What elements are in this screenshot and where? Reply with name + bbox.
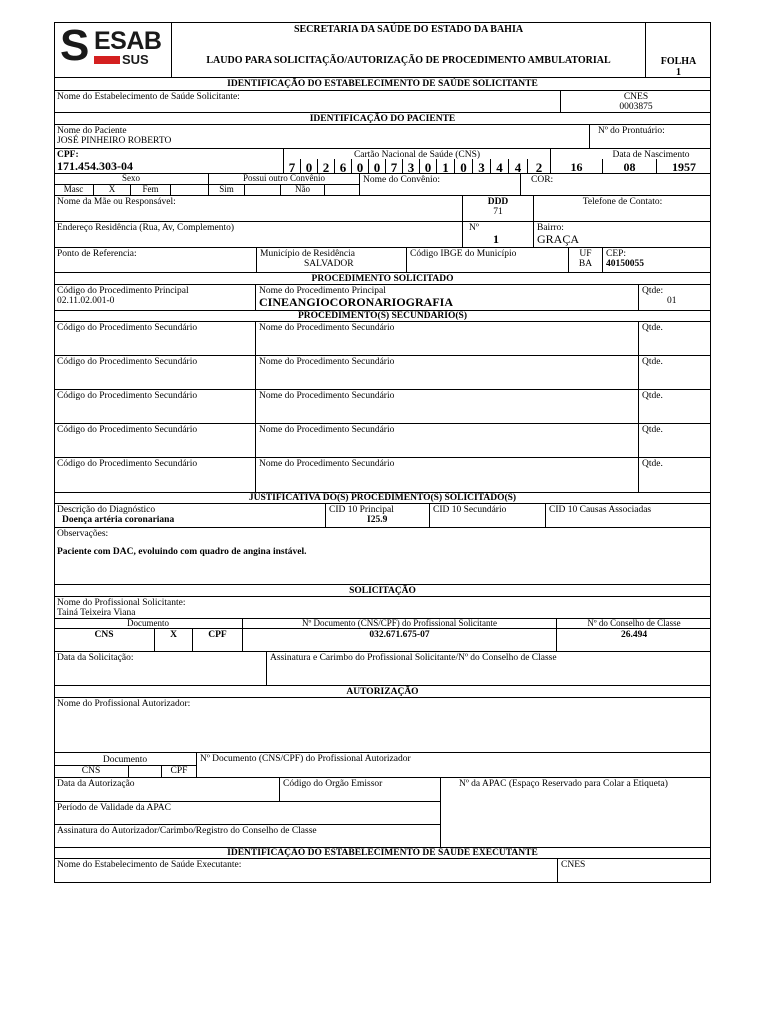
aut-ndoc-field[interactable]: [197, 753, 711, 778]
proc-sec-codigo-field[interactable]: [54, 458, 256, 493]
nasc-month[interactable]: 08: [603, 159, 657, 174]
mae-field[interactable]: [54, 196, 463, 222]
cpf-field[interactable]: [54, 149, 284, 174]
proc-principal-qtde-value: 01: [667, 296, 677, 307]
proc-sec-nome-label: Nome do Procedimento Secundário: [259, 323, 395, 333]
nome-convenio-field[interactable]: [360, 174, 521, 196]
aut-assinatura-field[interactable]: [54, 825, 441, 848]
sol-ndoc-label: Nº Documento (CNS/CPF) do Profissional Solicitante: [243, 619, 557, 629]
executante-name-field[interactable]: [54, 859, 558, 883]
apac-label: Nº da APAC (Espaço Reservado para Colar a Etiqueta): [459, 779, 668, 789]
section-proc-solicitado: PROCEDIMENTO SOLICITADO: [54, 273, 711, 285]
sim-label: Sim: [209, 185, 245, 196]
folha-label: FOLHA: [660, 56, 697, 67]
cns-digit: 0: [369, 159, 386, 173]
numero-value: 1: [493, 232, 499, 247]
cns-digit: 7: [386, 159, 403, 173]
data-solicitacao-label: Data da Solicitação:: [57, 653, 134, 663]
fem-checkbox[interactable]: [171, 185, 209, 196]
sol-ndoc-value[interactable]: 032.671.675-07: [243, 629, 557, 652]
observacoes-label: Observações:: [57, 529, 109, 539]
ddd-label: DDD: [487, 197, 509, 207]
municipio-value: SALVADOR: [304, 259, 354, 270]
apac-field[interactable]: [441, 778, 711, 848]
cns-digit: 1: [437, 159, 455, 173]
sol-assinatura-field[interactable]: [267, 652, 711, 686]
section-estab-executante: IDENTIFICAÇÃO DO ESTABELECIMENTO DE SAÚDE EXECUTANTE: [54, 848, 711, 859]
header-title-cell: [172, 22, 646, 78]
cid-principal-value: I25.9: [367, 515, 388, 526]
sol-conselho-label: Nº do Conselho de Classe: [557, 619, 711, 629]
cep-value: 40150055: [606, 259, 644, 270]
autorizador-name-label: Nome do Profissional Autorizador:: [57, 699, 191, 709]
cor-field[interactable]: [521, 174, 711, 196]
cns-digit: 2: [535, 160, 543, 174]
proc-sec-codigo-field[interactable]: [54, 424, 256, 458]
proc-sec-codigo-label: Código do Procedimento Secundário: [57, 391, 198, 401]
folha-cell: [646, 22, 711, 78]
patient-name-label: Nome do Paciente: [57, 126, 127, 136]
proc-sec-qtde-field[interactable]: [639, 322, 711, 356]
prontuario-field[interactable]: [590, 125, 711, 149]
orgao-emissor-field[interactable]: [280, 778, 441, 802]
section-estab-solicitante: IDENTIFICAÇÃO DO ESTABELECIMENTO DE SAÚDE SOLICITANTE: [54, 78, 711, 91]
ddd-field[interactable]: [463, 196, 534, 222]
bairro-value: GRAÇA: [537, 232, 580, 247]
estab-name-label: Nome do Estabelecimento de Saúde Solicitante:: [57, 92, 240, 102]
sol-documento-label: Documento: [54, 619, 243, 629]
sesab-logo: [60, 22, 172, 70]
observacoes-value: Paciente com DAC, evoluindo com quadro de angina instável.: [57, 547, 307, 558]
cid-causas-label: CID 10 Causas Associadas: [549, 505, 652, 515]
nasc-label: Data de Nascimento: [612, 150, 690, 159]
logo-sus: SUS: [122, 52, 149, 67]
proc-sec-codigo-field[interactable]: [54, 356, 256, 390]
proc-sec-nome-label: Nome do Procedimento Secundário: [259, 391, 395, 401]
ddd-value: 71: [493, 207, 503, 218]
endereco-field[interactable]: [54, 222, 463, 248]
proc-sec-nome-label: Nome do Procedimento Secundário: [259, 357, 395, 367]
endereco-label: Endereço Residência (Rua, Av, Complemento): [57, 223, 235, 233]
nasc-day[interactable]: 16: [551, 159, 603, 174]
telefone-label: Telefone de Contato:: [582, 197, 663, 207]
cpf-value: 171.454.303-04: [57, 159, 133, 174]
estab-cnes-field[interactable]: [561, 91, 711, 113]
nasc-label-cell: [551, 149, 711, 159]
section-autorizacao: AUTORIZAÇÃO: [54, 686, 711, 698]
folha-value: 1: [676, 67, 681, 78]
data-autorizacao-field[interactable]: [54, 778, 280, 802]
cid-principal-field[interactable]: [326, 504, 430, 528]
header-title1: SECRETARIA DA SAÚDE DO ESTADO DA BAHIA: [293, 24, 524, 35]
proc-sec-qtde-field[interactable]: [639, 356, 711, 390]
municipio-field[interactable]: [257, 248, 407, 273]
proc-sec-codigo-field[interactable]: [54, 390, 256, 424]
estab-cnes-value: 0003875: [619, 102, 653, 113]
diagnostico-field[interactable]: [54, 504, 326, 528]
proc-sec-codigo-label: Código do Procedimento Secundário: [57, 425, 198, 435]
cid-causas-field[interactable]: [546, 504, 711, 528]
aut-ndoc-label: Nº Documento (CNS/CPF) do Profissional Autorizador: [200, 754, 411, 764]
convenio-label: Possui outro Convênio: [209, 174, 360, 185]
sol-conselho-value[interactable]: 26.494: [557, 629, 711, 652]
section-paciente: IDENTIFICAÇÃO DO PACIENTE: [54, 113, 711, 125]
proc-principal-nome-label: Nome do Procedimento Principal: [259, 286, 386, 296]
mae-label: Nome da Mãe ou Responsável:: [57, 197, 176, 207]
aut-cpf-option[interactable]: CPF: [162, 766, 197, 778]
proc-sec-nome-label: Nome do Procedimento Secundário: [259, 425, 395, 435]
nome-convenio-label: Nome do Convênio:: [363, 175, 441, 185]
proc-sec-nome-field[interactable]: [256, 356, 639, 390]
proc-sec-nome-field[interactable]: [256, 322, 639, 356]
logo-cell: [54, 22, 172, 78]
referencia-field[interactable]: [54, 248, 257, 273]
solicitante-name-label: Nome do Profissional Solicitante:: [57, 598, 186, 608]
masc-label: Masc: [54, 185, 94, 196]
municipio-label: Município de Residência: [260, 249, 355, 259]
proc-principal-codigo-label: Código do Procedimento Principal: [57, 286, 189, 296]
proc-principal-nome-value: CINEANGIOCORONARIOGRAFIA: [259, 295, 454, 310]
nasc-year[interactable]: 1957: [657, 159, 711, 174]
proc-sec-nome-field[interactable]: [256, 424, 639, 458]
proc-sec-qtde-label: Qtde.: [642, 357, 663, 367]
uf-value: BA: [578, 259, 593, 270]
patient-name-field[interactable]: [54, 125, 590, 149]
cns-digit: 2: [318, 159, 335, 173]
cep-label: CEP:: [606, 249, 627, 259]
data-autorizacao-label: Data da Autorização: [57, 779, 135, 789]
section-solicitacao: SOLICITAÇÃO: [54, 585, 711, 597]
proc-principal-codigo-field[interactable]: [54, 285, 256, 311]
aut-cns-checkbox[interactable]: [129, 766, 162, 778]
cpf-label: CPF:: [57, 150, 79, 160]
cid-principal-label: CID 10 Principal: [329, 505, 394, 515]
cns-label: Cartão Nacional de Saúde (CNS): [353, 150, 481, 159]
cep-field[interactable]: [603, 248, 711, 273]
proc-sec-codigo-label: Código do Procedimento Secundário: [57, 357, 198, 367]
cns-digit: 0: [420, 159, 437, 173]
telefone-field[interactable]: [534, 196, 711, 222]
cns-digit: 6: [335, 159, 352, 173]
cor-label: COR:: [531, 175, 554, 185]
data-solicitacao-field[interactable]: [54, 652, 267, 686]
estab-cnes-label: CNES: [623, 92, 649, 102]
cns-digit: 3: [403, 159, 420, 173]
section-proc-secundarios: PROCEDIMENTO(S) SECUNDÁRIO(S): [54, 311, 711, 322]
executante-cnes-field[interactable]: [558, 859, 711, 883]
sol-assinatura-label: Assinatura e Carimbo do Profissional Solicitante/Nº do Conselho de Classe: [270, 653, 557, 663]
bairro-label: Bairro:: [537, 223, 564, 233]
nao-checkbox[interactable]: [325, 185, 360, 196]
autorizador-name-field[interactable]: [54, 698, 711, 753]
proc-sec-qtde-field[interactable]: [639, 390, 711, 424]
solicitante-name-value: Tainá Teixeira Viana: [57, 608, 136, 619]
proc-sec-qtde-label: Qtde.: [642, 391, 663, 401]
sol-cpf-option[interactable]: CPF: [193, 629, 243, 652]
proc-principal-qtde-label: Qtde:: [642, 286, 664, 296]
cns-digit: 4: [509, 159, 528, 173]
logo-s: S: [60, 22, 90, 70]
masc-checkbox[interactable]: X: [94, 185, 131, 196]
prontuario-label: Nº do Prontuário:: [598, 126, 665, 136]
cns-digit: 0: [455, 159, 473, 173]
proc-sec-qtde-field[interactable]: [639, 424, 711, 458]
sol-cns-checkbox[interactable]: X: [155, 629, 193, 652]
proc-sec-qtde-label: Qtde.: [642, 425, 663, 435]
aut-assinatura-label: Assinatura do Autorizador/Carimbo/Registro do Conselho de Classe: [57, 826, 317, 836]
cns-label-cell: [284, 149, 551, 159]
section-justificativa: JUSTIFICATIVA DO(S) PROCEDIMENTO(S) SOLICITADO(S): [54, 493, 711, 504]
sol-cns-option[interactable]: CNS: [54, 629, 155, 652]
proc-sec-codigo-label: Código do Procedimento Secundário: [57, 459, 198, 469]
cns-digit: 3: [473, 159, 491, 173]
proc-sec-nome-label: Nome do Procedimento Secundário: [259, 459, 395, 469]
proc-sec-nome-field[interactable]: [256, 458, 639, 493]
header-title2: LAUDO PARA SOLICITAÇÃO/AUTORIZAÇÃO DE PROCEDIMENTO AMBULATORIAL: [206, 55, 611, 66]
proc-sec-qtde-field[interactable]: [639, 458, 711, 493]
cns-digits[interactable]: [284, 159, 551, 174]
referencia-label: Ponto de Referencia:: [57, 249, 137, 259]
proc-sec-codigo-label: Código do Procedimento Secundário: [57, 323, 198, 333]
cns-digit: 7: [284, 159, 301, 173]
proc-sec-codigo-field[interactable]: [54, 322, 256, 356]
uf-field[interactable]: [569, 248, 603, 273]
cid-secundario-label: CID 10 Secundário: [433, 505, 507, 515]
ibge-field[interactable]: [407, 248, 569, 273]
proc-principal-codigo-value: 02.11.02.001-0: [57, 296, 115, 307]
aut-documento-label: Documento: [54, 753, 197, 766]
orgao-emissor-label: Código do Orgão Emissor: [283, 779, 383, 789]
cns-digit: 0: [301, 159, 318, 173]
aut-cns-option[interactable]: CNS: [54, 766, 129, 778]
proc-sec-qtde-label: Qtde.: [642, 323, 663, 333]
diagnostico-label: Descrição do Diagnóstico: [57, 505, 156, 515]
cns-digit: 0: [352, 159, 369, 173]
sim-checkbox[interactable]: [245, 185, 281, 196]
patient-name-value: JOSÉ PINHEIRO ROBERTO: [57, 136, 172, 147]
cid-secundario-field[interactable]: [430, 504, 546, 528]
observacoes-field[interactable]: [54, 528, 711, 585]
proc-principal-qtde-field[interactable]: [639, 285, 711, 311]
executante-cnes-label: CNES: [561, 860, 586, 870]
ibge-label: Código IBGE do Município: [410, 249, 517, 259]
uf-label: UF: [579, 249, 592, 259]
executante-name-label: Nome do Estabelecimento de Saúde Executante:: [57, 860, 242, 870]
proc-principal-nome-field[interactable]: [256, 285, 639, 311]
validade-apac-field[interactable]: [54, 802, 441, 825]
logo-esab: ESAB: [94, 27, 162, 55]
numero-label: Nº: [469, 223, 479, 233]
proc-sec-nome-field[interactable]: [256, 390, 639, 424]
numero-field[interactable]: [463, 222, 534, 248]
sexo-label: Sexo: [54, 174, 209, 185]
solicitante-name-field[interactable]: [54, 597, 711, 619]
cns-digit: 4: [491, 159, 509, 173]
logo-bar: [94, 56, 120, 64]
validade-apac-label: Período de Validade da APAC: [57, 803, 171, 813]
proc-sec-qtde-label: Qtde.: [642, 459, 663, 469]
laudo-form: [54, 22, 711, 883]
estab-name-field[interactable]: [54, 91, 561, 113]
diagnostico-value: Doença artéria coronariana: [62, 515, 175, 526]
bairro-field[interactable]: [534, 222, 711, 248]
fem-label: Fem: [131, 185, 171, 196]
nao-label: Não: [281, 185, 325, 196]
